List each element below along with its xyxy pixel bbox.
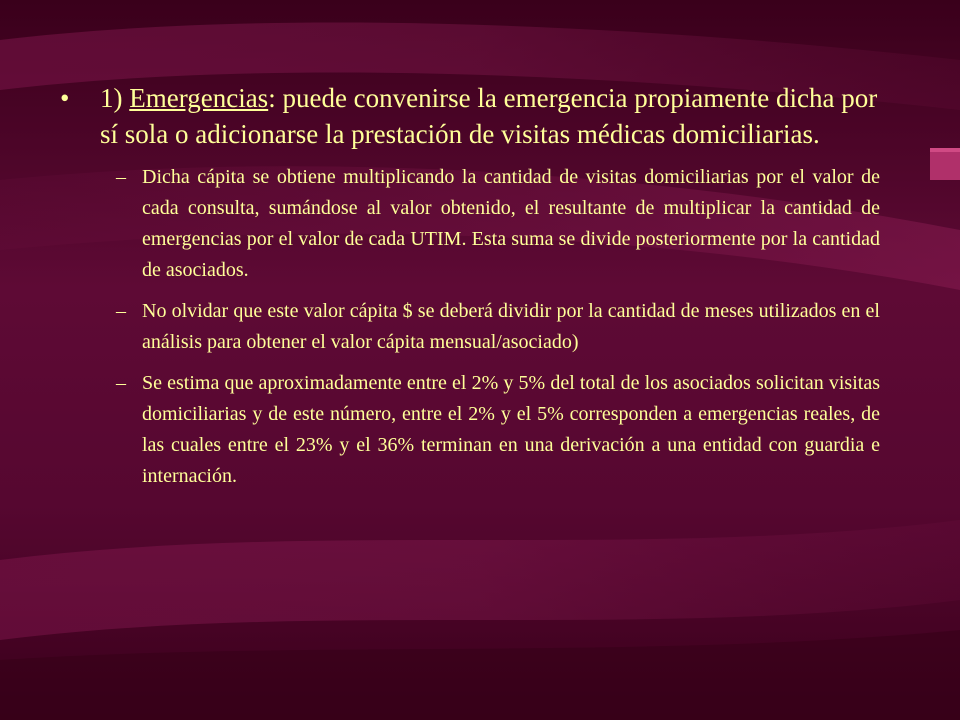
dash-icon: –: [116, 166, 126, 188]
sub-bullet-text: Dicha cápita se obtiene multiplicando la cantidad de visitas domiciliarias por el valor de cada consulta, sumándose al valor obtenido, el resultante de multiplicar la cantidad de emergencias por el valor de cada UTIM. Esta suma se divide posteriormente por la cantidad de asociados.: [142, 166, 880, 281]
dash-icon: –: [116, 372, 126, 394]
sub-bullet-text: No olvidar que este valor cápita $ se deberá dividir por la cantidad de meses utilizados en el análisis para obtener el valor cápita mensual/asociado): [142, 300, 880, 353]
accent-bar-icon: [930, 148, 960, 180]
main-bullet-label: 1): [100, 83, 130, 113]
sub-bullet-list: [60, 162, 880, 492]
main-bullet-text: : puede convenirse la emergencia propiamente dicha por sí sola o adicionarse la prestación de visitas médicas domiciliarias.: [100, 83, 878, 149]
bullet-icon: •: [60, 83, 70, 113]
sub-bullet-text: Se estima que aproximadamente entre el 2% y 5% del total de los asociados solicitan visitas domiciliarias y de este número, entre el 2% y el 5% corresponden a emergencias reales, de las cuales entre el 23% y el 36% terminan en una derivación a una entidad con guardia e internación.: [142, 372, 880, 487]
sub-bullet-item: [60, 368, 880, 492]
sub-bullet-item: [60, 162, 880, 286]
sub-bullet-item: [60, 296, 880, 358]
slide-content: [60, 80, 880, 502]
main-bullet: [60, 80, 880, 152]
dash-icon: –: [116, 300, 126, 322]
main-bullet-term: Emergencias: [129, 83, 269, 113]
